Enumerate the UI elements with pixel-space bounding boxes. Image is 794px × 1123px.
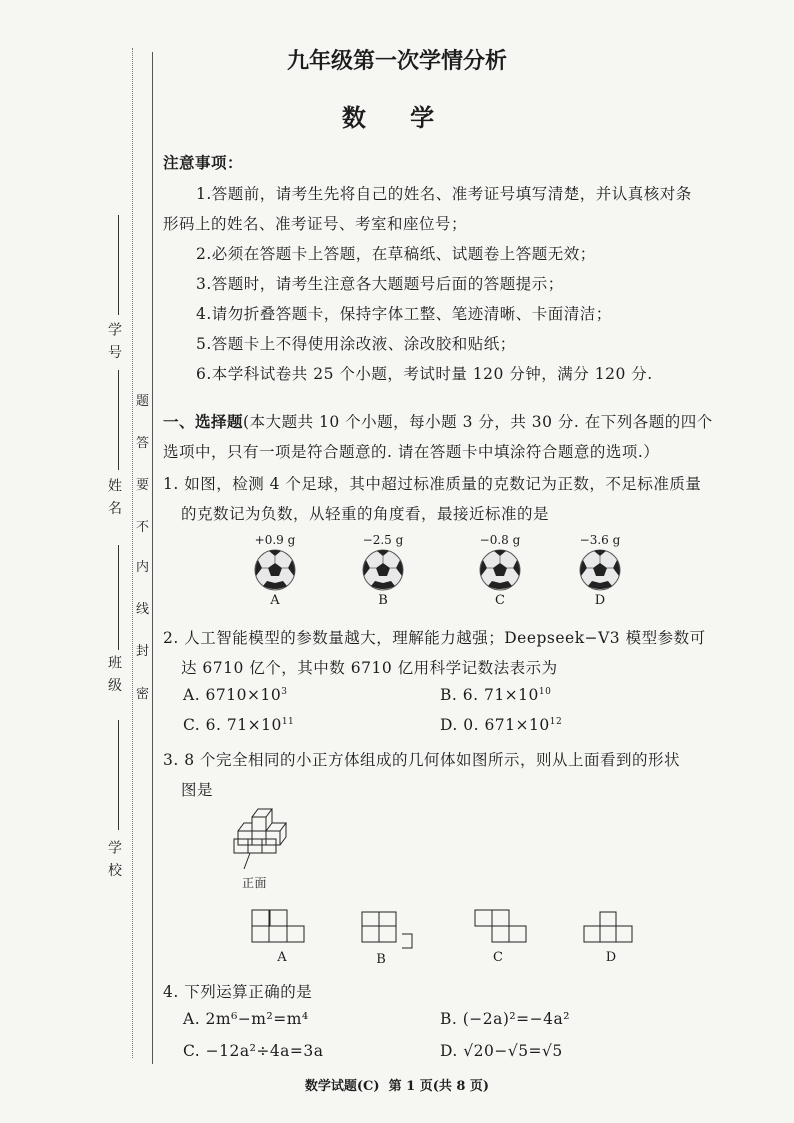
field-class-label: 班 级 — [106, 655, 122, 694]
ball-option-label: C — [495, 593, 505, 608]
q3-option-label: C — [493, 950, 503, 965]
seal-char: 题 — [136, 394, 150, 409]
q2-stem-2: 达 6710 亿个，其中数 6710 亿用科学记数法表示为 — [181, 659, 558, 677]
exam-title: 九年级第一次学情分析 — [286, 48, 507, 74]
margin-solid-line — [152, 52, 153, 1064]
ball-weight: −2.5 g — [362, 533, 404, 547]
q3-option-label: B — [376, 952, 386, 967]
top-view-option-a — [252, 910, 312, 950]
field-school-label: 学 校 — [106, 840, 122, 879]
subject-title: 数 学 — [341, 103, 453, 132]
q4-option-a: A. 2m⁶−m²=m⁴ — [183, 1010, 309, 1028]
q2-option-d: D. 0. $671\times 10^{12}$ — [440, 716, 563, 734]
seal-char: 答 — [136, 436, 150, 451]
q4-stem: 4. 下列运算正确的是 — [163, 983, 313, 1001]
student-id-blank — [118, 215, 119, 315]
soccer-ball-d — [600, 570, 601, 571]
section-heading-line — [163, 410, 713, 432]
section-desc-2: 选项中，只有一项是符合题意的. 请在答题卡中填涂符合题意的选项.） — [163, 443, 660, 461]
note-item: 6.本学科试卷共 25 个小题，考试时量 120 分钟，满分 120 分. — [196, 365, 653, 383]
ball-option-label: A — [270, 593, 280, 608]
page-footer: 数学试题(C) 第 1 页(共 8 页) — [304, 1079, 490, 1094]
q2-option-b: B. 6. $71\times 10^{10}$ — [440, 686, 552, 704]
soccer-ball-c — [500, 570, 501, 571]
seal-char: 内 — [136, 560, 150, 575]
ball-option-label: B — [378, 593, 388, 608]
note-item: 5.答题卡上不得使用涂改液、涂改胶和贴纸； — [196, 335, 516, 353]
note-item: 2.必须在答题卡上答题，在草稿纸、试题卷上答题无效； — [196, 245, 596, 263]
note-item: 1.答题前，请考生先将自己的姓名、准考证号填写清楚，并认真核对条 — [196, 185, 692, 203]
q3-option-label: A — [277, 950, 287, 965]
top-view-option-b — [362, 912, 422, 952]
q3-option-label: D — [605, 950, 617, 965]
q1-stem-1: 1. 如图，检测 4 个足球，其中超过标准质量的克数记为正数，不足标准质量 — [163, 475, 702, 493]
top-view-option-d — [584, 912, 644, 952]
ball-weight: −0.8 g — [479, 533, 521, 547]
section-heading: 一、选择题 — [163, 412, 244, 431]
ball-option-label: D — [594, 593, 606, 608]
class-blank — [118, 545, 119, 650]
seal-char: 要 — [136, 478, 150, 493]
section-desc-1: (本大题共 10 个小题，每小题 3 分，共 30 分. 在下列各题的四个 — [243, 413, 713, 431]
note-item: 形码上的姓名、准考证号、考室和座位号； — [163, 215, 468, 233]
seal-char: 不 — [136, 520, 150, 535]
soccer-ball-a — [275, 570, 276, 571]
front-view-label: 正面 — [242, 876, 268, 890]
q3-stem-2: 图是 — [181, 781, 214, 799]
margin-dotted-line — [132, 48, 133, 1058]
notes-heading: 注意事项： — [163, 153, 244, 172]
soccer-ball-b — [383, 570, 384, 571]
seal-char: 密 — [136, 687, 150, 702]
school-blank — [118, 720, 119, 830]
q2-option-c: C. 6. $71\times 10^{11}$ — [183, 716, 295, 734]
ball-weight: −3.6 g — [579, 533, 621, 547]
name-blank — [118, 370, 119, 470]
note-item: 4.请勿折叠答题卡，保持字体工整、笔迹清晰、卡面清洁； — [196, 305, 612, 323]
q2-option-a: A. $6710\times 10^3$ — [183, 686, 288, 704]
q2-stem-1: 2. 人工智能模型的参数量越大，理解能力越强；Deepseek−V3 模型参数可 — [163, 629, 706, 647]
q4-option-b: B. (−2a)²=−4a² — [440, 1010, 570, 1028]
note-item: 3.答题时，请考生注意各大题题号后面的答题提示； — [196, 275, 564, 293]
q3-stem-1: 3. 8 个完全相同的小正方体组成的几何体如图所示，则从上面看到的形状 — [163, 751, 681, 769]
q4-option-c: C. −12a²÷4a=3a — [183, 1042, 324, 1060]
ball-weight: +0.9 g — [254, 533, 296, 547]
cube-figure — [230, 805, 310, 865]
top-view-option-c — [475, 910, 535, 950]
q1-stem-2: 的克数记为负数，从轻重的角度看，最接近标准的是 — [181, 505, 550, 523]
field-name-label: 姓 名 — [106, 478, 122, 517]
seal-char: 线 — [136, 602, 150, 617]
q4-option-d: D. √20−√5=√5 — [440, 1042, 563, 1060]
seal-char: 封 — [136, 644, 150, 659]
field-student-id-label: 学 号 — [106, 322, 122, 361]
